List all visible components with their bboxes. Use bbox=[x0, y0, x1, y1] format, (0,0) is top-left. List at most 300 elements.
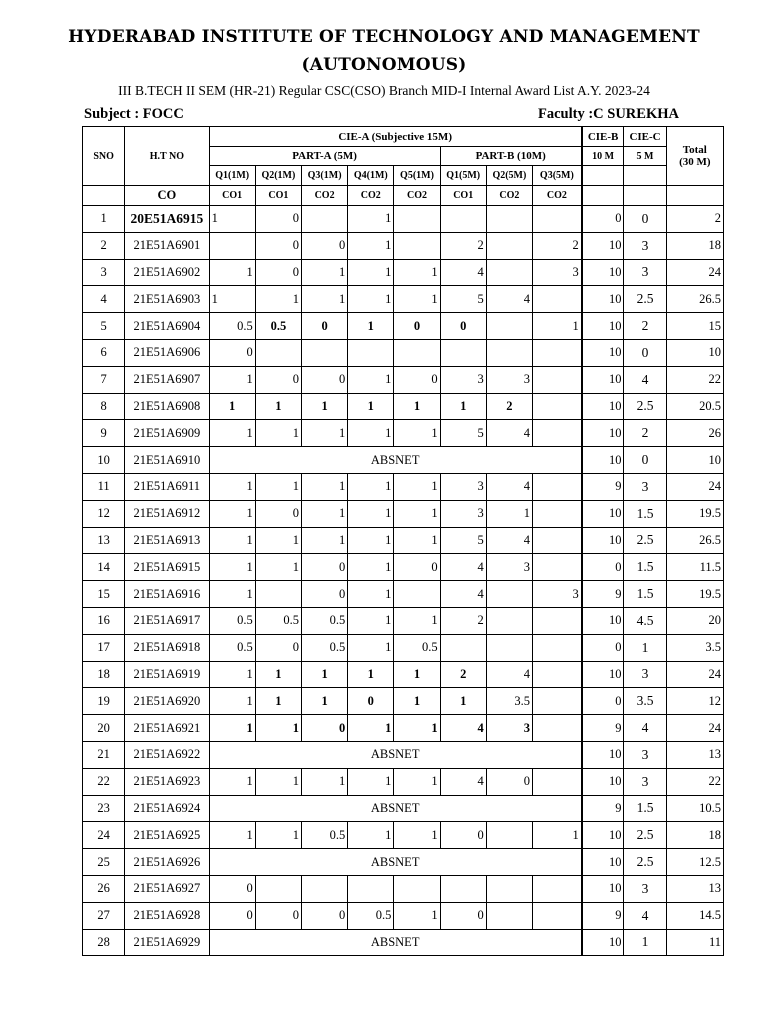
question-mark-cell bbox=[394, 339, 440, 366]
cieb-mark-cell: 9 bbox=[582, 902, 624, 929]
question-mark-cell bbox=[486, 206, 532, 233]
question-mark-cell bbox=[301, 875, 347, 902]
question-mark-cell bbox=[533, 768, 582, 795]
table-row bbox=[83, 688, 724, 715]
question-mark-cell: 1 bbox=[348, 581, 394, 608]
total-mark-cell: 11 bbox=[666, 929, 723, 956]
serial-number-cell: 28 bbox=[83, 929, 125, 956]
question-mark-cell: 0.5 bbox=[209, 607, 255, 634]
question-mark-cell: 0.5 bbox=[348, 902, 394, 929]
co-value: CO2 bbox=[394, 186, 440, 206]
question-mark-cell bbox=[486, 875, 532, 902]
question-mark-cell bbox=[301, 339, 347, 366]
sno-header: SNO bbox=[83, 127, 125, 186]
ciec-mark-cell: 3 bbox=[624, 473, 666, 500]
question-mark-cell: 4 bbox=[486, 286, 532, 313]
question-mark-cell: 1 bbox=[209, 259, 255, 286]
serial-number-cell: 15 bbox=[83, 581, 125, 608]
question-mark-cell bbox=[533, 206, 582, 233]
table-row bbox=[83, 795, 724, 822]
total-mark-cell: 20.5 bbox=[666, 393, 723, 420]
hall-ticket-cell: 21E51A6910 bbox=[125, 447, 209, 474]
question-mark-cell: 3 bbox=[486, 366, 532, 393]
question-header: Q4(1M) bbox=[348, 166, 394, 186]
question-mark-cell: 1 bbox=[440, 688, 486, 715]
ciec-mark-cell: 4 bbox=[624, 902, 666, 929]
question-mark-cell: 1 bbox=[348, 366, 394, 393]
question-mark-cell: 1 bbox=[255, 473, 301, 500]
total-mark-cell: 19.5 bbox=[666, 500, 723, 527]
total-mark-cell: 24 bbox=[666, 259, 723, 286]
question-mark-cell: 0 bbox=[255, 634, 301, 661]
total-mark-cell: 2 bbox=[666, 206, 723, 233]
absent-cell: ABSNET bbox=[209, 795, 582, 822]
serial-number-cell: 4 bbox=[83, 286, 125, 313]
serial-number-cell: 24 bbox=[83, 822, 125, 849]
table-row bbox=[83, 875, 724, 902]
total-mark-cell: 24 bbox=[666, 661, 723, 688]
question-mark-cell bbox=[533, 366, 582, 393]
absent-cell: ABSNET bbox=[209, 849, 582, 876]
hall-ticket-cell: 21E51A6908 bbox=[125, 393, 209, 420]
question-mark-cell: 1 bbox=[255, 286, 301, 313]
question-mark-cell bbox=[440, 875, 486, 902]
serial-number-cell: 26 bbox=[83, 875, 125, 902]
institute-title: HYDERABAD INSTITUTE OF TECHNOLOGY AND MANAGEMENT bbox=[68, 27, 700, 47]
hall-ticket-cell: 21E51A6902 bbox=[125, 259, 209, 286]
faculty-label: Faculty :C SUREKHA bbox=[538, 106, 679, 122]
question-mark-cell: 1 bbox=[209, 286, 255, 313]
co-value: CO2 bbox=[533, 186, 582, 206]
question-mark-cell: 1 bbox=[394, 688, 440, 715]
question-mark-cell: 1 bbox=[301, 393, 347, 420]
serial-number-cell: 18 bbox=[83, 661, 125, 688]
cieb-mark-cell: 9 bbox=[582, 715, 624, 742]
question-mark-cell: 4 bbox=[486, 473, 532, 500]
question-mark-cell bbox=[486, 902, 532, 929]
question-mark-cell: 5 bbox=[440, 420, 486, 447]
serial-number-cell: 8 bbox=[83, 393, 125, 420]
question-header: Q1(1M) bbox=[209, 166, 255, 186]
question-mark-cell: 4 bbox=[486, 420, 532, 447]
hall-ticket-cell: 21E51A6911 bbox=[125, 473, 209, 500]
question-mark-cell: 4 bbox=[440, 768, 486, 795]
question-mark-cell: 1 bbox=[255, 554, 301, 581]
question-mark-cell: 0 bbox=[486, 768, 532, 795]
question-mark-cell: 0 bbox=[209, 339, 255, 366]
ciec-mark-cell: 1.5 bbox=[624, 795, 666, 822]
ciec-mark-cell: 3.5 bbox=[624, 688, 666, 715]
hall-ticket-cell: 21E51A6915 bbox=[125, 554, 209, 581]
question-mark-cell: 1 bbox=[394, 661, 440, 688]
question-mark-cell: 5 bbox=[440, 527, 486, 554]
table-body bbox=[83, 206, 724, 956]
question-mark-cell: 1 bbox=[209, 768, 255, 795]
question-mark-cell: 0.5 bbox=[209, 634, 255, 661]
question-mark-cell bbox=[533, 661, 582, 688]
question-mark-cell bbox=[533, 634, 582, 661]
question-mark-cell: 2 bbox=[440, 661, 486, 688]
total-mark-cell: 12.5 bbox=[666, 849, 723, 876]
question-mark-cell bbox=[486, 634, 532, 661]
hall-ticket-cell: 20E51A6915 bbox=[125, 206, 209, 233]
serial-number-cell: 25 bbox=[83, 849, 125, 876]
table-row bbox=[83, 822, 724, 849]
hall-ticket-cell: 21E51A6926 bbox=[125, 849, 209, 876]
question-mark-cell bbox=[486, 259, 532, 286]
question-mark-cell: 1 bbox=[301, 500, 347, 527]
table-row bbox=[83, 447, 724, 474]
question-mark-cell bbox=[348, 875, 394, 902]
co-value: CO1 bbox=[440, 186, 486, 206]
cieb-mark-cell: 10 bbox=[582, 607, 624, 634]
cieb-mark-cell: 10 bbox=[582, 822, 624, 849]
question-mark-cell: 0 bbox=[301, 554, 347, 581]
question-mark-cell: 1 bbox=[394, 768, 440, 795]
question-mark-cell bbox=[394, 232, 440, 259]
ciec-mark-cell: 3 bbox=[624, 875, 666, 902]
question-mark-cell: 1 bbox=[348, 206, 394, 233]
table-row bbox=[83, 581, 724, 608]
question-mark-cell: 1 bbox=[301, 527, 347, 554]
question-mark-cell bbox=[533, 286, 582, 313]
hall-ticket-cell: 21E51A6929 bbox=[125, 929, 209, 956]
ciec-mark-cell: 2 bbox=[624, 313, 666, 340]
ciec-mark-cell: 4.5 bbox=[624, 607, 666, 634]
question-mark-cell: 1 bbox=[209, 500, 255, 527]
hall-ticket-cell: 21E51A6918 bbox=[125, 634, 209, 661]
question-mark-cell: 1 bbox=[394, 527, 440, 554]
cieb-mark-cell: 9 bbox=[582, 473, 624, 500]
cieb-max-marks: 10 M bbox=[582, 147, 624, 166]
ciec-mark-cell: 3 bbox=[624, 768, 666, 795]
total-mark-cell: 24 bbox=[666, 473, 723, 500]
table-row bbox=[83, 527, 724, 554]
question-mark-cell: 1 bbox=[348, 768, 394, 795]
question-mark-cell: 0.5 bbox=[301, 822, 347, 849]
cieb-mark-cell: 0 bbox=[582, 554, 624, 581]
question-mark-cell: 1 bbox=[301, 688, 347, 715]
question-mark-cell: 0 bbox=[301, 366, 347, 393]
hall-ticket-cell: 21E51A6906 bbox=[125, 339, 209, 366]
hall-ticket-cell: 21E51A6928 bbox=[125, 902, 209, 929]
ciec-mark-cell: 3 bbox=[624, 661, 666, 688]
cieb-mark-cell: 10 bbox=[582, 929, 624, 956]
question-mark-cell: 1 bbox=[348, 473, 394, 500]
table-row bbox=[83, 232, 724, 259]
ciec-mark-cell: 1.5 bbox=[624, 581, 666, 608]
question-mark-cell: 1 bbox=[394, 286, 440, 313]
empty-header-cell bbox=[582, 186, 624, 206]
question-mark-cell: 1 bbox=[348, 661, 394, 688]
question-mark-cell: 1 bbox=[255, 420, 301, 447]
serial-number-cell: 1 bbox=[83, 206, 125, 233]
question-mark-cell: 3 bbox=[440, 366, 486, 393]
question-mark-cell: 1 bbox=[209, 366, 255, 393]
hall-ticket-cell: 21E51A6917 bbox=[125, 607, 209, 634]
total-mark-cell: 12 bbox=[666, 688, 723, 715]
total-mark-cell: 11.5 bbox=[666, 554, 723, 581]
question-mark-cell: 1 bbox=[533, 313, 582, 340]
question-mark-cell: 0 bbox=[255, 366, 301, 393]
serial-number-cell: 20 bbox=[83, 715, 125, 742]
cieb-mark-cell: 10 bbox=[582, 366, 624, 393]
total-mark-cell: 10.5 bbox=[666, 795, 723, 822]
question-mark-cell: 3.5 bbox=[486, 688, 532, 715]
serial-number-cell: 5 bbox=[83, 313, 125, 340]
serial-number-cell: 14 bbox=[83, 554, 125, 581]
cieb-mark-cell: 9 bbox=[582, 581, 624, 608]
total-mark-cell: 22 bbox=[666, 768, 723, 795]
table-row bbox=[83, 554, 724, 581]
question-mark-cell: 0 bbox=[209, 875, 255, 902]
question-header: Q2(1M) bbox=[255, 166, 301, 186]
hall-ticket-cell: 21E51A6925 bbox=[125, 822, 209, 849]
question-mark-cell bbox=[440, 206, 486, 233]
question-mark-cell: 4 bbox=[440, 259, 486, 286]
question-mark-cell: 1 bbox=[394, 822, 440, 849]
table-row bbox=[83, 768, 724, 795]
question-mark-cell: 1 bbox=[301, 286, 347, 313]
question-mark-cell bbox=[533, 527, 582, 554]
ciec-mark-cell: 1 bbox=[624, 634, 666, 661]
question-mark-cell: 1 bbox=[394, 500, 440, 527]
total-mark-cell: 20 bbox=[666, 607, 723, 634]
question-mark-cell: 2 bbox=[486, 393, 532, 420]
ciec-mark-cell: 0 bbox=[624, 447, 666, 474]
co-value: CO2 bbox=[486, 186, 532, 206]
co-value: CO2 bbox=[348, 186, 394, 206]
ciec-max-marks: 5 M bbox=[624, 147, 666, 166]
question-mark-cell bbox=[255, 581, 301, 608]
table-row bbox=[83, 420, 724, 447]
total-mark-cell: 26 bbox=[666, 420, 723, 447]
question-mark-cell bbox=[533, 715, 582, 742]
co-value: CO1 bbox=[209, 186, 255, 206]
cieb-mark-cell: 10 bbox=[582, 768, 624, 795]
question-mark-cell: 3 bbox=[486, 554, 532, 581]
question-mark-cell: 0.5 bbox=[255, 313, 301, 340]
question-mark-cell bbox=[533, 875, 582, 902]
question-mark-cell: 1 bbox=[301, 420, 347, 447]
ciec-mark-cell: 2.5 bbox=[624, 822, 666, 849]
cieb-mark-cell: 10 bbox=[582, 339, 624, 366]
total-mark-cell: 14.5 bbox=[666, 902, 723, 929]
question-mark-cell bbox=[301, 206, 347, 233]
cieb-mark-cell: 10 bbox=[582, 313, 624, 340]
question-mark-cell bbox=[486, 607, 532, 634]
ciec-mark-cell: 3 bbox=[624, 232, 666, 259]
question-mark-cell: 1 bbox=[209, 822, 255, 849]
question-mark-cell: 1 bbox=[255, 822, 301, 849]
empty-header-cell bbox=[624, 166, 666, 186]
cieb-mark-cell: 10 bbox=[582, 447, 624, 474]
question-mark-cell: 0 bbox=[440, 822, 486, 849]
award-list-caption: III B.TECH II SEM (HR-21) Regular CSC(CSO) Branch MID-I Internal Award List A.Y. 2023-24 bbox=[118, 83, 650, 98]
question-mark-cell: 1 bbox=[209, 206, 255, 233]
question-mark-cell: 0.5 bbox=[209, 313, 255, 340]
question-mark-cell: 2 bbox=[440, 607, 486, 634]
question-mark-cell: 1 bbox=[348, 822, 394, 849]
question-mark-cell: 1 bbox=[209, 688, 255, 715]
question-header: Q2(5M) bbox=[486, 166, 532, 186]
table-row bbox=[83, 313, 724, 340]
co-label: CO bbox=[125, 186, 209, 206]
serial-number-cell: 3 bbox=[83, 259, 125, 286]
question-mark-cell bbox=[394, 875, 440, 902]
serial-number-cell: 13 bbox=[83, 527, 125, 554]
question-mark-cell: 4 bbox=[486, 527, 532, 554]
question-mark-cell: 0.5 bbox=[301, 634, 347, 661]
question-mark-cell: 1 bbox=[255, 527, 301, 554]
question-mark-cell: 1 bbox=[209, 661, 255, 688]
table-row bbox=[83, 607, 724, 634]
question-mark-cell bbox=[440, 339, 486, 366]
ciec-mark-cell: 1 bbox=[624, 929, 666, 956]
question-header: Q3(5M) bbox=[533, 166, 582, 186]
table-row bbox=[83, 339, 724, 366]
cieb-mark-cell: 10 bbox=[582, 741, 624, 768]
question-mark-cell: 3 bbox=[486, 715, 532, 742]
question-mark-cell bbox=[533, 473, 582, 500]
question-mark-cell: 1 bbox=[348, 286, 394, 313]
cieb-mark-cell: 10 bbox=[582, 661, 624, 688]
question-mark-cell: 0 bbox=[255, 902, 301, 929]
question-mark-cell: 0 bbox=[209, 902, 255, 929]
question-mark-cell bbox=[486, 313, 532, 340]
question-mark-cell: 3 bbox=[533, 581, 582, 608]
partb-header: PART-B (10M) bbox=[440, 147, 582, 166]
co-value: CO2 bbox=[301, 186, 347, 206]
total-label: Total bbox=[682, 144, 707, 156]
cieb-mark-cell: 10 bbox=[582, 500, 624, 527]
question-mark-cell: 0 bbox=[301, 715, 347, 742]
serial-number-cell: 9 bbox=[83, 420, 125, 447]
question-mark-cell: 0 bbox=[301, 313, 347, 340]
table-row bbox=[83, 661, 724, 688]
question-mark-cell: 1 bbox=[209, 581, 255, 608]
question-mark-cell: 1 bbox=[209, 473, 255, 500]
hall-ticket-cell: 21E51A6916 bbox=[125, 581, 209, 608]
award-table bbox=[82, 126, 724, 956]
question-mark-cell: 1 bbox=[394, 259, 440, 286]
table-header bbox=[83, 127, 724, 206]
question-mark-cell: 1 bbox=[394, 473, 440, 500]
ciec-mark-cell: 1.5 bbox=[624, 500, 666, 527]
table-row bbox=[83, 393, 724, 420]
question-mark-cell: 1 bbox=[301, 259, 347, 286]
question-mark-cell: 1 bbox=[348, 554, 394, 581]
hall-ticket-cell: 21E51A6924 bbox=[125, 795, 209, 822]
absent-cell: ABSNET bbox=[209, 929, 582, 956]
ciec-mark-cell: 2.5 bbox=[624, 849, 666, 876]
question-mark-cell: 1 bbox=[348, 607, 394, 634]
total-mark-cell: 10 bbox=[666, 447, 723, 474]
cieb-mark-cell: 10 bbox=[582, 259, 624, 286]
question-mark-cell: 1 bbox=[301, 473, 347, 500]
question-mark-cell: 4 bbox=[440, 715, 486, 742]
serial-number-cell: 27 bbox=[83, 902, 125, 929]
total-mark-cell: 26.5 bbox=[666, 286, 723, 313]
question-mark-cell: 4 bbox=[440, 581, 486, 608]
question-mark-cell bbox=[440, 634, 486, 661]
ciec-mark-cell: 2.5 bbox=[624, 393, 666, 420]
serial-number-cell: 10 bbox=[83, 447, 125, 474]
serial-number-cell: 17 bbox=[83, 634, 125, 661]
table-row bbox=[83, 366, 724, 393]
parta-header: PART-A (5M) bbox=[209, 147, 440, 166]
question-mark-cell: 1 bbox=[394, 420, 440, 447]
ciec-mark-cell: 2.5 bbox=[624, 286, 666, 313]
question-mark-cell: 1 bbox=[486, 500, 532, 527]
question-mark-cell: 1 bbox=[255, 393, 301, 420]
question-mark-cell: 1 bbox=[348, 259, 394, 286]
question-mark-cell: 1 bbox=[209, 420, 255, 447]
table-row bbox=[83, 286, 724, 313]
question-mark-cell: 1 bbox=[301, 768, 347, 795]
question-mark-cell: 1 bbox=[255, 715, 301, 742]
hall-ticket-cell: 21E51A6927 bbox=[125, 875, 209, 902]
hall-ticket-cell: 21E51A6909 bbox=[125, 420, 209, 447]
institute-subtitle: (AUTONOMOUS) bbox=[301, 55, 467, 75]
hall-ticket-cell: 21E51A6919 bbox=[125, 661, 209, 688]
table-row bbox=[83, 473, 724, 500]
question-mark-cell bbox=[533, 339, 582, 366]
cieb-mark-cell: 10 bbox=[582, 875, 624, 902]
question-mark-cell bbox=[533, 607, 582, 634]
table-row bbox=[83, 634, 724, 661]
question-mark-cell: 0 bbox=[255, 500, 301, 527]
serial-number-cell: 12 bbox=[83, 500, 125, 527]
cieb-mark-cell: 10 bbox=[582, 849, 624, 876]
ciec-mark-cell: 2.5 bbox=[624, 527, 666, 554]
question-mark-cell bbox=[533, 554, 582, 581]
ciea-header: CIE-A (Subjective 15M) bbox=[209, 127, 582, 147]
cieb-mark-cell: 10 bbox=[582, 527, 624, 554]
question-mark-cell: 1 bbox=[348, 393, 394, 420]
ciec-mark-cell: 2 bbox=[624, 420, 666, 447]
question-mark-cell: 0 bbox=[394, 366, 440, 393]
total-mark-cell: 22 bbox=[666, 366, 723, 393]
question-mark-cell: 0.5 bbox=[301, 607, 347, 634]
total-mark-cell: 13 bbox=[666, 875, 723, 902]
cieb-mark-cell: 9 bbox=[582, 795, 624, 822]
total-mark-cell: 18 bbox=[666, 822, 723, 849]
question-mark-cell bbox=[533, 420, 582, 447]
question-mark-cell bbox=[394, 581, 440, 608]
question-mark-cell: 0 bbox=[255, 206, 301, 233]
cieb-mark-cell: 0 bbox=[582, 206, 624, 233]
question-mark-cell: 1 bbox=[255, 768, 301, 795]
question-mark-cell: 3 bbox=[440, 473, 486, 500]
table-row bbox=[83, 500, 724, 527]
serial-number-cell: 16 bbox=[83, 607, 125, 634]
question-mark-cell: 2 bbox=[533, 232, 582, 259]
hall-ticket-cell: 21E51A6901 bbox=[125, 232, 209, 259]
question-mark-cell: 1 bbox=[348, 420, 394, 447]
co-value: CO1 bbox=[255, 186, 301, 206]
hall-ticket-cell: 21E51A6922 bbox=[125, 741, 209, 768]
question-mark-cell bbox=[209, 232, 255, 259]
table-row bbox=[83, 206, 724, 233]
total-mark-cell: 18 bbox=[666, 232, 723, 259]
empty-header-cell bbox=[624, 186, 666, 206]
table-row bbox=[83, 929, 724, 956]
ciec-mark-cell: 4 bbox=[624, 715, 666, 742]
question-header: Q5(1M) bbox=[394, 166, 440, 186]
empty-header-cell bbox=[666, 186, 723, 206]
question-mark-cell: 2 bbox=[440, 232, 486, 259]
